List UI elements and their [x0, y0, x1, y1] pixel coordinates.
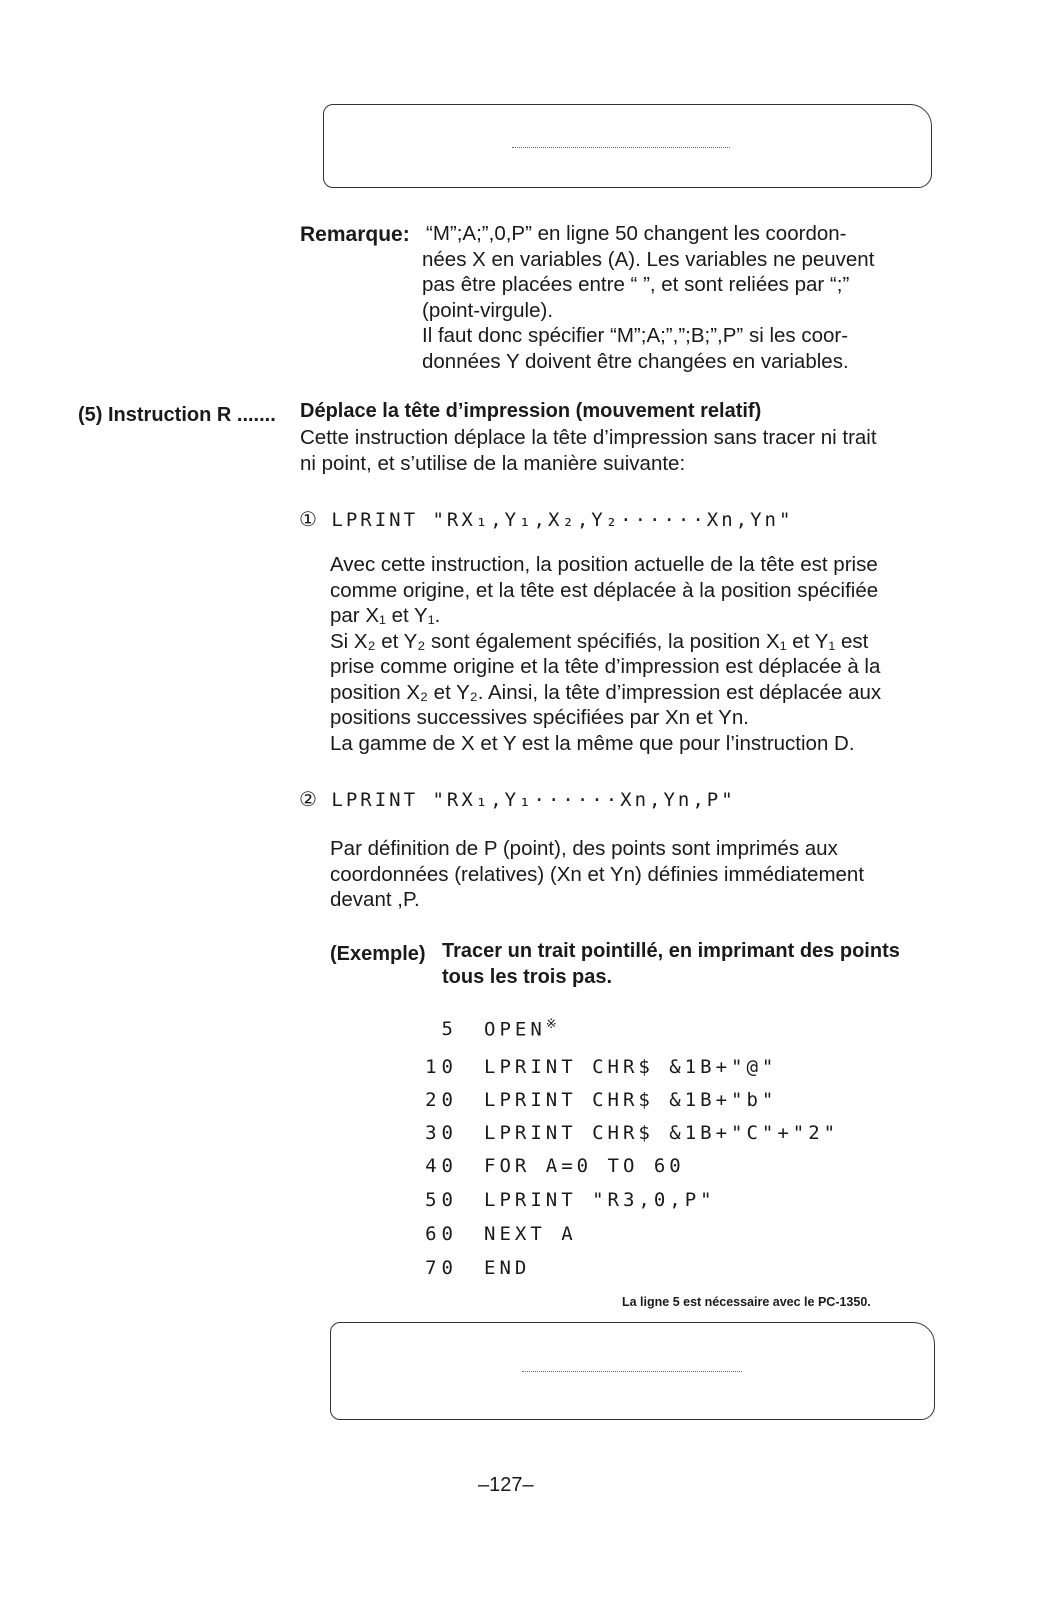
- code-line-text: LPRINT CHR$ &1B+"b": [484, 1089, 778, 1111]
- code-line-number: 50: [425, 1189, 458, 1211]
- section-title: Déplace la tête d’impression (mouvement relatif): [300, 400, 762, 422]
- code-line-number: 60: [425, 1223, 458, 1245]
- example-label: (Exemple): [330, 943, 426, 965]
- code-line-text: END: [484, 1257, 531, 1279]
- para-line: comme origine, et la tête est déplacée à la position spécifiée: [330, 578, 879, 602]
- remark-line: données Y doivent être changées en variables.: [422, 349, 849, 373]
- syntax-2: [299, 787, 736, 811]
- code-line-text: FOR A=0 TO 60: [484, 1155, 685, 1177]
- code-line: [400, 1223, 577, 1245]
- code-line-text: LPRINT "R3,0,P": [484, 1189, 716, 1211]
- example-title: [442, 938, 900, 990]
- example-title-line: Tracer un trait pointillé, en imprimant des points: [442, 940, 900, 962]
- code-line-text: LPRINT CHR$ &1B+"C"+"2": [484, 1122, 840, 1144]
- para-line: Par définition de P (point), des points sont imprimés aux: [330, 837, 838, 860]
- intro-line: Cette instruction déplace la tête d’impression sans tracer ni trait: [300, 426, 877, 449]
- circled-number-2: ②: [299, 787, 317, 811]
- circled-number-1: ①: [299, 507, 317, 531]
- remark-text: [422, 221, 942, 374]
- paragraph-1: [330, 552, 881, 756]
- syntax-1: [299, 507, 793, 531]
- code-line: [400, 1189, 716, 1211]
- remark-line: pas être placées entre “ ”, et sont reliées par “;”: [422, 273, 850, 296]
- section-intro: [300, 425, 877, 476]
- code-line: [400, 1056, 777, 1078]
- code-line-number: 10: [425, 1056, 458, 1078]
- para-line: Si X₂ et Y₂ sont également spécifiés, la position X₁ et Y₁ est: [330, 629, 869, 653]
- para-line: par X₁ et Y₁.: [330, 604, 441, 627]
- printed-dotted-line-top: [512, 147, 730, 148]
- code-line-text: NEXT A: [484, 1223, 577, 1245]
- remark-label: Remarque:: [300, 223, 410, 246]
- remark-line: Il faut donc spécifier “M”;A;”,”;B;”,P” si les coor-: [422, 324, 849, 347]
- code-line: [400, 1089, 777, 1111]
- page-number: –127–: [478, 1474, 534, 1496]
- code-line: [400, 1257, 530, 1279]
- code-line-number: 70: [425, 1257, 458, 1279]
- code-line: [400, 1155, 685, 1177]
- code-line-number: 40: [425, 1155, 458, 1177]
- code-line-text: OPEN: [484, 1018, 546, 1041]
- intro-line: ni point, et s’utilise de la manière suivante:: [300, 451, 686, 475]
- code-line-number: 30: [425, 1122, 458, 1144]
- asterisk-mark: ※: [545, 1017, 557, 1032]
- para-line: positions successives spécifiées par Xn et Yn.: [330, 706, 749, 729]
- syntax-1-text: LPRINT "RX₁,Y₁,X₂,Y₂······Xn,Yn": [331, 509, 794, 531]
- para-line: prise comme origine et la tête d’impression est déplacée à la: [330, 655, 881, 678]
- para-line: La gamme de X et Y est la même que pour l’instruction D.: [330, 731, 855, 755]
- remark-line: “M”;A;”,0,P” en ligne 50 changent les coordon-: [426, 222, 847, 245]
- remark-line: nées X en variables (A). Les variables ne peuvent: [422, 247, 875, 271]
- printout-box-top: [323, 104, 932, 188]
- printed-dotted-line-bottom: [522, 1371, 742, 1372]
- para-line: position X₂ et Y₂. Ainsi, la tête d’impression est déplacée aux: [330, 680, 882, 704]
- remark-line: (point-virgule).: [422, 298, 554, 322]
- example-title-line: tous les trois pas.: [442, 966, 613, 988]
- paragraph-2: [330, 836, 864, 913]
- para-line: devant ,P.: [330, 888, 420, 911]
- footnote: La ligne 5 est nécessaire avec le PC-1350.: [622, 1295, 871, 1309]
- syntax-2-text: LPRINT "RX₁,Y₁······Xn,Yn,P": [331, 789, 736, 811]
- code-line: [400, 1122, 839, 1144]
- code-line-number: 5: [441, 1018, 458, 1041]
- code-line-number: 20: [425, 1089, 458, 1111]
- section-label: (5) Instruction R .......: [78, 404, 276, 426]
- code-line-text: LPRINT CHR$ &1B+"@": [484, 1056, 778, 1078]
- para-line: coordonnées (relatives) (Xn et Yn) définies immédiatement: [330, 862, 865, 886]
- code-line: [400, 1017, 557, 1040]
- para-line: Avec cette instruction, la position actuelle de la tête est prise: [330, 553, 878, 576]
